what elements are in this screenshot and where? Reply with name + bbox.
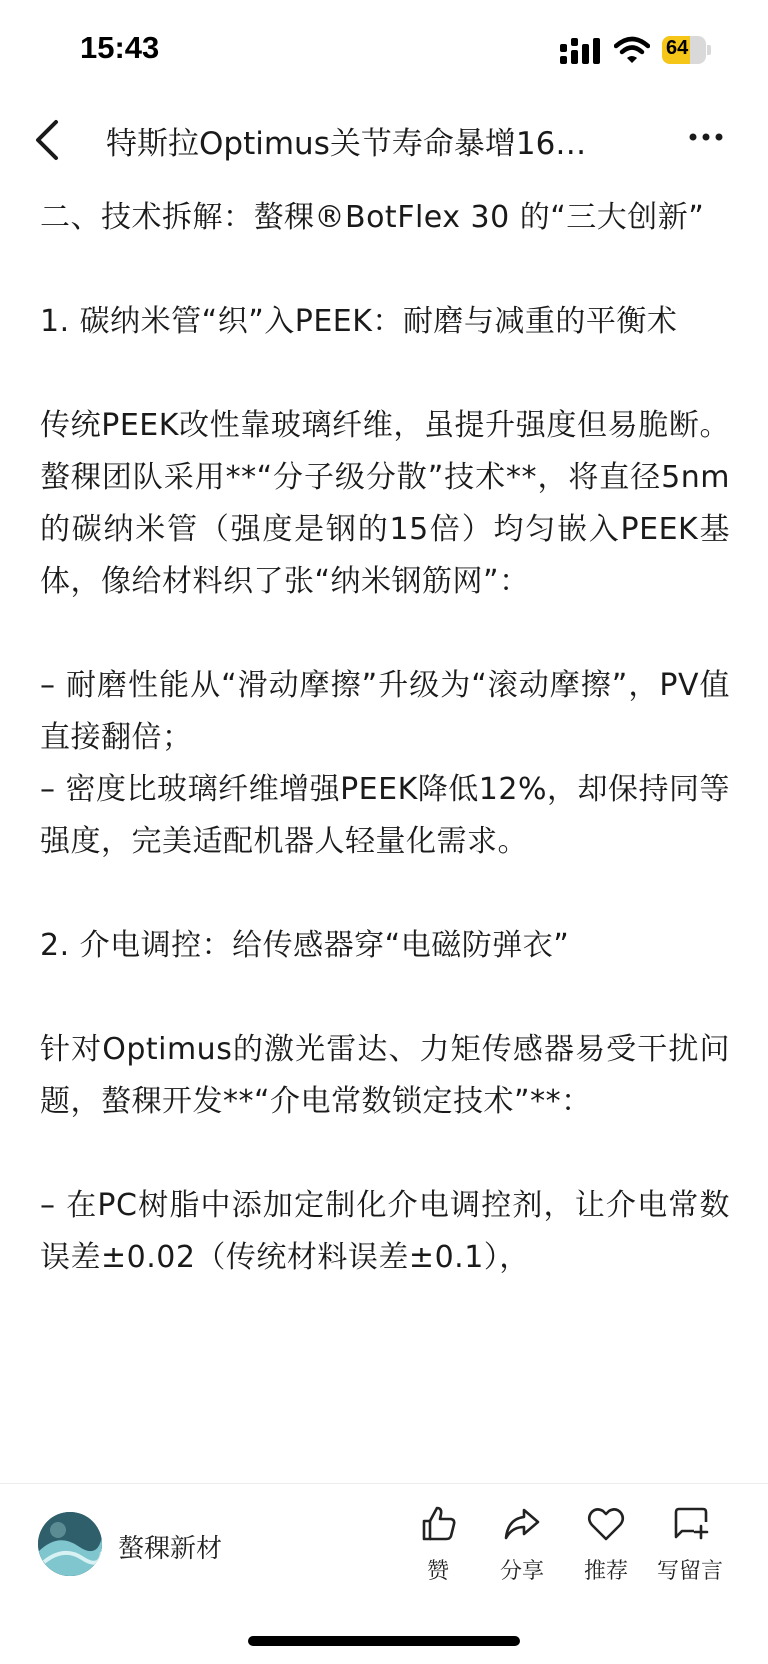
- paragraph-dielectric-intro: 针对Optimus的激光雷达、力矩传感器易受干扰问题，螯稞开发**“介电常数锁定技术”**：: [40, 1032, 730, 1119]
- battery-tip: [707, 45, 711, 55]
- recommend-label: 推荐: [583, 1559, 628, 1584]
- bottom-action-bar: [0, 1483, 768, 1664]
- comment-add-icon: [670, 1504, 710, 1544]
- article-body: [40, 192, 730, 1482]
- wifi-icon: [614, 36, 650, 64]
- heart-icon: [586, 1504, 626, 1544]
- comment-label: 写留言: [656, 1559, 723, 1584]
- subsection-heading-1: 1. 碳纳米管“织”入PEEK：耐磨与减重的平衡术: [40, 304, 678, 339]
- bullet-dielectric: – 在PC树脂中添加定制化介电调控剂，让介电常数误差±0.02（传统材料误差±0.1），: [40, 1188, 730, 1275]
- avatar-image: [38, 1512, 102, 1576]
- bullet-wear-resistance: – 耐磨性能从“滑动摩擦”升级为“滚动摩擦”，PV值直接翻倍；: [40, 668, 730, 755]
- cellular-signal-icon: [560, 38, 602, 64]
- author-avatar[interactable]: [38, 1512, 102, 1576]
- subsection-heading-2: 2. 介电调控：给传感器穿“电磁防弹衣”: [40, 928, 570, 963]
- status-bar: [0, 0, 768, 100]
- battery-percentage: 64: [666, 37, 689, 59]
- section-heading: 二、技术拆解：螯稞®BotFlex 30 的“三大创新”: [40, 200, 705, 235]
- bullet-density: – 密度比玻璃纤维增强PEEK降低12%，却保持同等强度，完美适配机器人轻量化需求。: [40, 772, 730, 859]
- navigation-bar: [0, 100, 768, 192]
- home-indicator[interactable]: [248, 1636, 520, 1646]
- thumbs-up-icon: [418, 1504, 458, 1544]
- share-button[interactable]: [482, 1504, 562, 1585]
- author-name[interactable]: 螯稞新材: [118, 1534, 223, 1564]
- article-title: 特斯拉Optimus关节寿命暴增16…: [106, 126, 587, 162]
- like-label: 赞: [426, 1559, 449, 1584]
- back-chevron-icon[interactable]: [30, 114, 70, 166]
- more-options-icon[interactable]: [688, 130, 724, 144]
- recommend-button[interactable]: [566, 1504, 646, 1585]
- share-label: 分享: [499, 1559, 544, 1584]
- comment-button[interactable]: [650, 1504, 730, 1585]
- like-button[interactable]: [398, 1504, 478, 1585]
- battery-body: [662, 36, 706, 64]
- battery-indicator: [662, 36, 714, 66]
- share-arrow-icon: [502, 1504, 542, 1544]
- status-time: 15:43: [80, 30, 160, 65]
- paragraph-cnt-intro: 传统PEEK改性靠玻璃纤维，虽提升强度但易脆断。螯稞团队采用**“分子级分散”技术**，将直径5nm的碳纳米管（强度是钢的15倍）均匀嵌入PEEK基体，像给材料织了张“纳米钢筋网”：: [40, 408, 730, 599]
